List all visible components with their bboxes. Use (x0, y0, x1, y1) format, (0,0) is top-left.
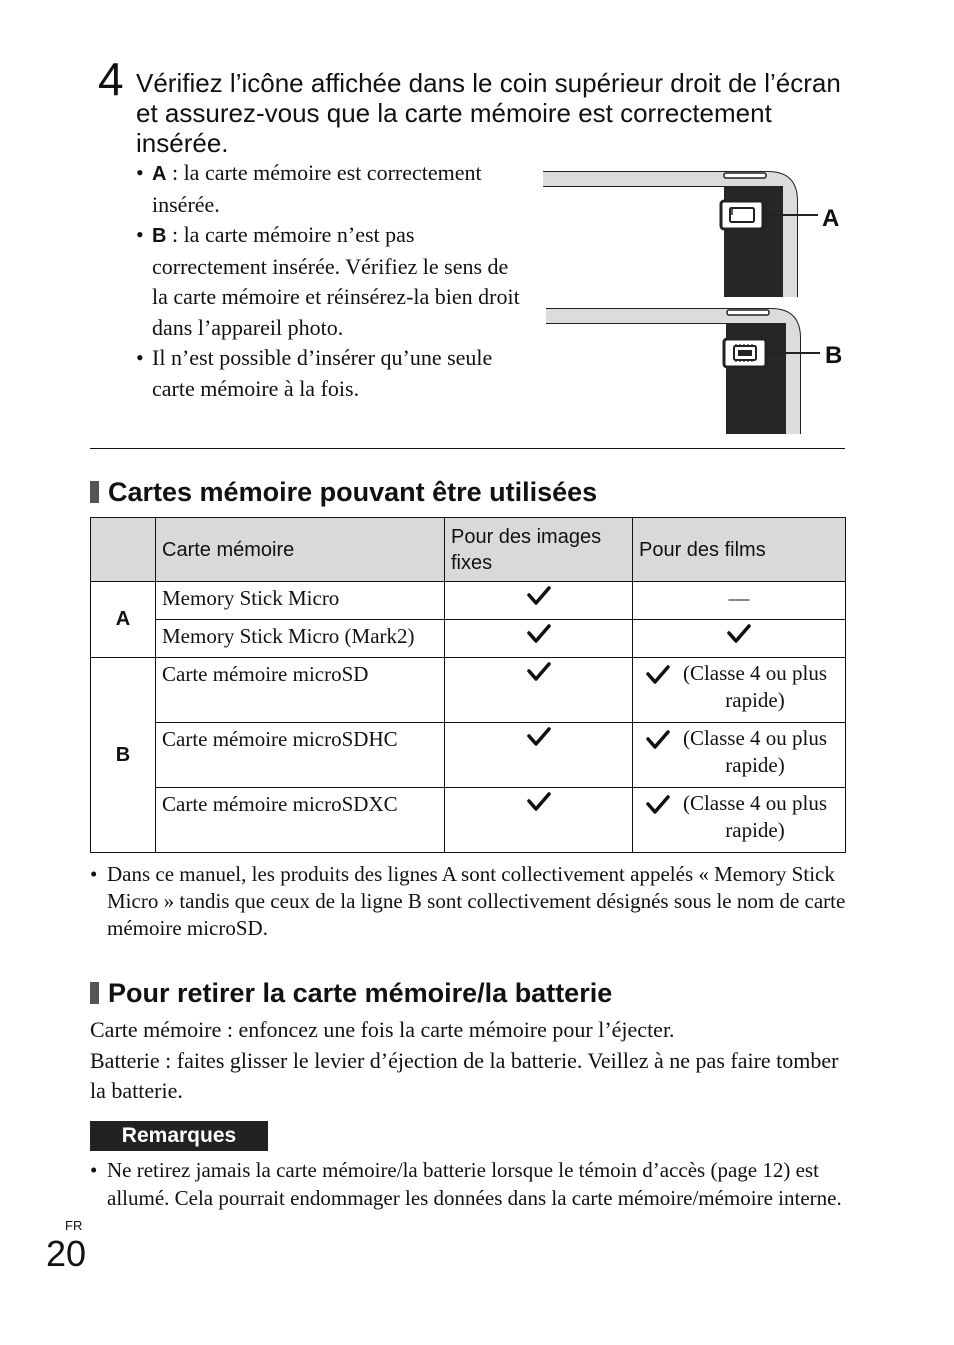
card-eject-instruction: Carte mémoire : enfoncez une fois la carte mémoire pour l’éjecter. (90, 1017, 675, 1042)
table-header-card: Carte mémoire (156, 518, 445, 582)
table-row (91, 723, 846, 788)
checkmark-icon (526, 660, 552, 684)
step-bullet-list (136, 158, 526, 404)
page-number: 20 (46, 1233, 87, 1274)
card-name: Memory Stick Micro (Mark2) (156, 620, 445, 658)
language-code: FR (65, 1218, 83, 1233)
remarks-label: Remarques (90, 1121, 268, 1151)
table-header-row (91, 518, 846, 582)
illustration-label-b: B (825, 342, 843, 369)
screen-corner-illustration (540, 164, 850, 439)
card-name: Carte mémoire microSDHC (156, 723, 445, 788)
table-header-group (91, 518, 156, 582)
still-support-cell (445, 788, 633, 853)
bullet-b: • B : la carte mémoire n’est pas correctement insérée. Vérifiez le sens de la carte mémoire et réinsérez-la bien droit dans l’appareil photo. (136, 222, 520, 340)
checkmark-icon (526, 622, 552, 646)
speed-class-note: (Classe 4 ou plus rapide) (682, 726, 828, 777)
remove-instructions (90, 1015, 850, 1107)
still-support-cell (445, 723, 633, 788)
table-row (91, 620, 846, 658)
movie-support-cell (633, 723, 846, 788)
movie-support-cell (633, 788, 846, 853)
speed-class-note: (Classe 4 ou plus rapide) (682, 791, 828, 842)
screen-corner-a (543, 172, 818, 297)
checkmark-icon (526, 790, 552, 814)
table-row (91, 788, 846, 853)
card-name: Carte mémoire microSD (156, 658, 445, 723)
checkmark-icon (645, 728, 671, 752)
speed-class-note: (Classe 4 ou plus rapide) (682, 661, 828, 712)
illustration-label-a: A (822, 205, 840, 232)
movie-support-cell: — (633, 582, 846, 620)
step-number: 4 (98, 53, 124, 105)
still-support-cell (445, 658, 633, 723)
section-heading-cards: Cartes mémoire pouvant être utilisées (90, 476, 597, 508)
screen-corner-b (546, 309, 820, 434)
movie-support-cell (633, 658, 846, 723)
table-row (91, 658, 846, 723)
still-support-cell (445, 620, 633, 658)
checkmark-icon (645, 793, 671, 817)
table-header-movies: Pour des films (633, 518, 846, 582)
bullet-single-card: • Il n’est possible d’insérer qu’une seule carte mémoire à la fois. (136, 345, 493, 401)
section-heading-remove: Pour retirer la carte mémoire/la batterie (90, 977, 612, 1009)
checkmark-icon (645, 663, 671, 687)
table-header-still: Pour des images fixes (445, 518, 633, 582)
battery-eject-instruction: Batterie : faites glisser le levier d’éjection de la batterie. Veillez à ne pas faire tomber la batterie. (90, 1047, 839, 1103)
step-instruction: Vérifiez l’icône affichée dans le coin supérieur droit de l’écran et assurez-vous que la carte mémoire est correctement insérée. (136, 68, 841, 158)
memory-card-table (90, 517, 846, 853)
checkmark-icon (526, 725, 552, 749)
still-support-cell (445, 582, 633, 620)
table-row (91, 582, 846, 620)
checkmark-icon (526, 584, 552, 608)
checkmark-icon (726, 622, 752, 646)
movie-support-cell (633, 620, 846, 658)
heading-marker (90, 481, 99, 503)
heading-marker (90, 982, 99, 1004)
bullet-a: • A : la carte mémoire est correctement insérée. (136, 160, 482, 217)
card-name: Memory Stick Micro (156, 582, 445, 620)
card-name: Carte mémoire microSDXC (156, 788, 445, 853)
table-footnote: • Dans ce manuel, les produits des lignes A sont collectivement appelés « Memory Stick Micro » tandis que ceux de la ligne B sont collectivement désignés sous le nom de carte mémoire microSD. (90, 862, 846, 940)
group-a-cell: A (91, 582, 156, 658)
section-divider (90, 448, 845, 449)
group-b-cell: B (91, 658, 156, 853)
remark-item: • Ne retirez jamais la carte mémoire/la batterie lorsque le témoin d’accès (page 12) est allumé. Cela pourrait endommager les données dans la carte mémoire/mémoire interne. (90, 1158, 842, 1210)
